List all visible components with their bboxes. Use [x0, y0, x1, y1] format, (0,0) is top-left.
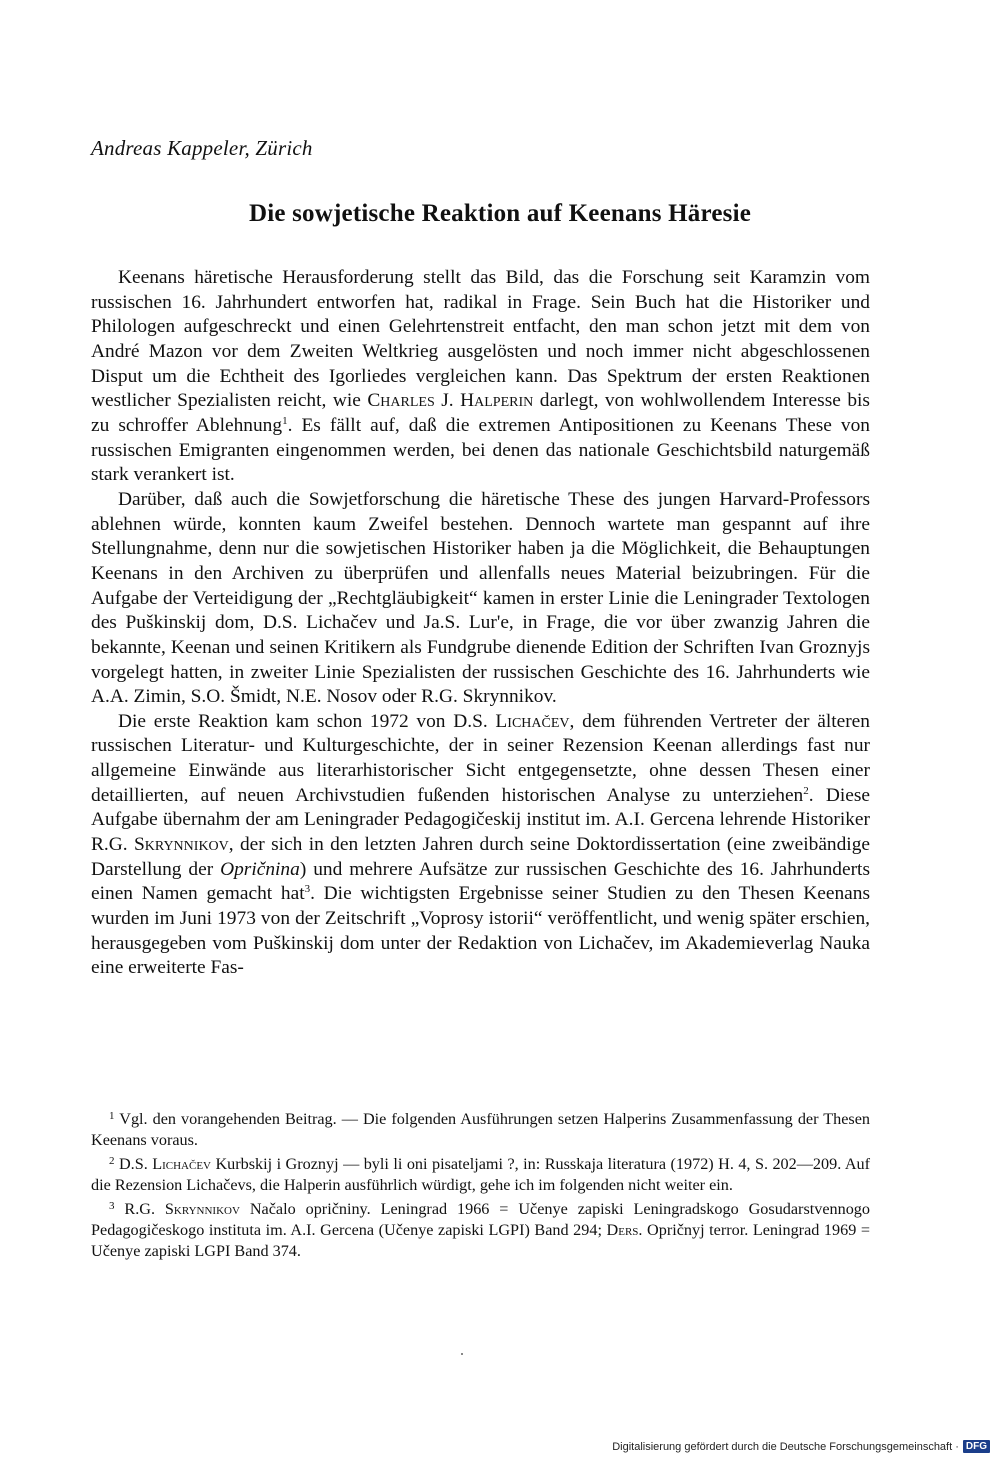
text-run: Die erste Reaktion kam schon 1972 von	[118, 710, 446, 732]
text-run: . Die wichtigsten Ergebnisse seiner Studien zu den Thesen Keenans wurden im Juni 1973 von der Zeitschrift „Voprosy istorii“ veröffentlicht, und wenig später erschien, herausgegeben vom Puškinskij dom unter der Redaktion von Lichačev, im Akademieverlag Nauka eine erweiterte Fas-	[91, 883, 870, 979]
footnote-2	[91, 1151, 870, 1196]
text-run: ) und mehrere Aufsätze zur russischen Geschichte des 16. Jahrhunderts einen Namen gemacht hat	[91, 858, 870, 905]
footnote-number: 1	[109, 1110, 115, 1122]
digitization-footer	[612, 1440, 990, 1453]
footnote-text: Opričnyj terror. Leningrad 1969 = Učenye zapiski LGPI Band 374.	[91, 1221, 871, 1260]
paragraph-1	[91, 266, 870, 488]
footnote-author: D.S. Lichačev	[118, 1155, 211, 1173]
author-name-lichacev: D.S. Lichačev	[453, 710, 570, 732]
text-run: , dem führenden Vertreter der älteren russischen Literatur- und Kulturgeschichte, der in seiner Rezension Keenan allerdings fast nur allgemeine Einwände aus literarhistorischer Sicht entgegensetzte, ohne dessen Thesen einer detaillierten, auf neuen Archivstudien fußenden historischen Analyse zu unterziehen	[91, 710, 870, 806]
footnote-text: Kurbskij i Groznyj — byli li oni pisateljami ?, in: Russkaja literatura (1972) H. 4, S. 202—209. Auf die Rezension Lichačevs, die Halperin ausführlich würdigt, gehe ich im folgenden nicht weiter ein.	[91, 1155, 871, 1194]
footnote-author: R.G. Skrynnikov	[124, 1200, 240, 1218]
dfg-logo: DFG	[963, 1440, 990, 1453]
footnote-number: 3	[109, 1200, 115, 1212]
author-name-skrynnikov: R.G. Skrynnikov	[91, 834, 229, 856]
article-title: Die sowjetische Reaktion auf Keenans Häresie	[248, 200, 752, 227]
text-run: . Es fällt auf, daß die extremen Antipositionen zu Keenans These von russischen Emigranten eingenommen werden, bei denen das nationale Geschichtsbild naturgemäß stark verankert ist.	[91, 414, 870, 486]
footnote-ref-2[interactable]: 2	[803, 784, 809, 797]
footnote-number: 2	[109, 1155, 115, 1167]
footnote-text: Načalo opričniny. Leningrad 1966 = Učenye zapiski Leningradskogo Gosudarstvennogo Pedagogičeskogo instituta im. A.I. Gercena (Učenye zapiski LGPI) Band 294;	[91, 1200, 870, 1239]
footnote-1	[91, 1106, 870, 1151]
footnote-3	[91, 1196, 870, 1262]
author-name-halperin: Charles J. Halperin	[367, 390, 534, 412]
paragraph-2: Darüber, daß auch die Sowjetforschung die häretische These des jungen Harvard-Professors ablehnen würde, konnten kaum Zweifel bestehen. Dennoch wartete man gespannt auf ihre Stellungnahme, denn nur die sowjetischen Historiker haben ja die Möglichkeit, die Behauptungen Keenans in den Archiven zu überprüfen und allenfalls neues Material beizubringen. Für die Aufgabe der Verteidigung der „Rechtgläubigkeit“ kamen in erster Linie die Leningrader Textologen des Puškinskij dom, D.S. Lichačev und Ja.S. Lur'e, in Frage, die vor über zwanzig Jahren die bekannte, Keenan und seinen Kritikern als Fundgrube dienende Edition der Schriften Ivan Groznyjs vorgelegt hatten, in zweiter Linie Spezialisten der russischen Geschichte des 16. Jahrhunderts wie A.A. Zimin, S.O. Šmidt, N.E. Nosov oder R.G. Skrynnikov.	[91, 488, 870, 708]
text-run: Keenans häretische Herausforderung stellt das Bild, das die Forschung seit Karamzin vom russischen 16. Jahrhundert entworfen hat, radikal in Frage. Sein Buch hat die Historiker und Philologen aufgeschreckt und einen Gelehrtenstreit entfacht, den man schon jetzt mit dem von André Mazon vor dem Zweiten Weltkrieg ausgelösten und noch immer nicht abgeschlossenen Disput um die Echtheit des Igorliedes vergleichen kann. Das Spektrum der ersten Reaktionen westlicher Spezialisten reicht, wie	[91, 267, 870, 412]
author-line: Andreas Kappeler, Zürich	[91, 136, 313, 160]
text-run: , der sich in den letzten Jahren durch seine Doktordissertation (eine zweibändige Darstellung der	[91, 834, 871, 880]
footnote-ref-1[interactable]: 1	[282, 414, 288, 427]
footnote-text: Vgl. den vorangehenden Beitrag. — Die folgenden Ausführungen setzen Halperins Zusammenfassung der Thesen Keenans voraus.	[91, 1110, 870, 1149]
footnote-ref-3[interactable]: 3	[304, 883, 311, 896]
article-body	[91, 266, 870, 981]
italic-term: Opričnina	[220, 858, 300, 880]
footnote-ders: Ders.	[606, 1221, 643, 1239]
paragraph-3	[91, 710, 870, 981]
footnotes	[91, 1106, 870, 1262]
text-run: . Diese Aufgabe übernahm der am Leningrader Pedagogičeskij institut im. A.I. Gercena lehrende Historiker	[91, 784, 870, 831]
text-run: darlegt, von wohlwollendem Interesse bis zu schroffer Ablehnung	[91, 390, 870, 436]
speck	[461, 1353, 463, 1355]
footer-text: Digitalisierung gefördert durch die Deutsche Forschungsgemeinschaft ·	[612, 1440, 959, 1453]
